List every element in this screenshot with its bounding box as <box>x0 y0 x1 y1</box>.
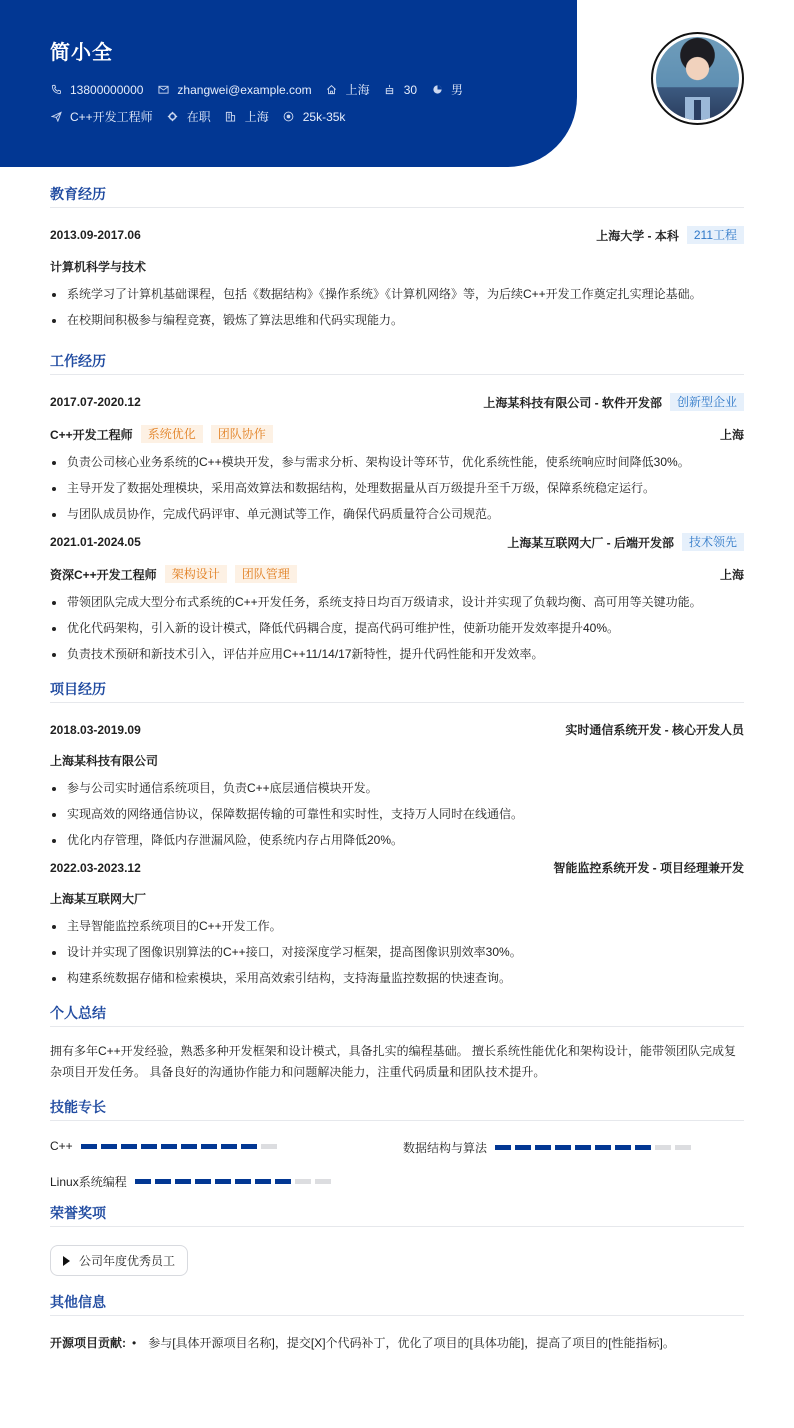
education-date: 2013.09-2017.06 <box>50 228 141 242</box>
send-icon <box>50 111 62 123</box>
awards-section <box>50 1205 744 1294</box>
skill-tag: 架构设计 <box>165 565 227 583</box>
education-section <box>50 186 744 327</box>
skill-label: 数据结构与算法 <box>403 1141 488 1155</box>
list-item: 负责技术预研和新技术引入，评估并应用C++11/14/17新特性，提升代码性能和开发效率。 <box>50 647 744 661</box>
job-row <box>50 108 359 125</box>
salary-info: 25k-35k <box>283 110 346 124</box>
avatar-tie <box>694 100 701 120</box>
project-company: 上海某科技有限公司 <box>50 754 159 768</box>
other-text: 参与[具体开源项目名称]，提交[X]个代码补丁，优化了项目的[具体功能]，提高了项目的[性能指标]。 <box>148 1336 675 1350</box>
building-icon <box>225 111 237 123</box>
skill-segment <box>535 1145 551 1150</box>
skill-segment <box>181 1144 197 1149</box>
summary-text: 拥有多年C++开发经验，熟悉多种开发框架和设计模式，具备扎实的编程基础。 擅长系统性能优化和架构设计，能带领团队完成复杂项目开发任务。 具备良好的沟通协作能力和问题解决能力，注重代码质量和团队技术提升。 <box>50 1044 737 1079</box>
skill-segment <box>275 1179 291 1184</box>
skill-segment <box>221 1144 237 1149</box>
school-tag: 211工程 <box>687 226 744 244</box>
section-title-work: 工作经历 <box>50 353 744 375</box>
skill-segment <box>201 1144 217 1149</box>
bullet: • <box>132 1335 137 1350</box>
location-info: 上海 <box>326 81 370 98</box>
project-name-role: 智能监控系统开发 - 项目经理兼开发 <box>553 861 744 875</box>
work-entry <box>50 533 744 661</box>
skill-segment <box>595 1145 611 1150</box>
company-tag: 技术领先 <box>682 533 744 551</box>
skill-segment <box>241 1144 257 1149</box>
section-title-other: 其他信息 <box>50 1294 744 1316</box>
skill-item <box>50 1139 281 1153</box>
skill-segment <box>575 1145 591 1150</box>
skill-segment <box>315 1179 331 1184</box>
skill-segment <box>635 1145 651 1150</box>
work-bullets <box>50 595 744 661</box>
skill-tag: 团队管理 <box>235 565 297 583</box>
job-role: 资深C++开发工程师 <box>50 567 157 582</box>
age-info: 30 <box>384 83 417 97</box>
home-icon <box>326 84 338 96</box>
expand-triangle-icon[interactable] <box>63 1256 70 1266</box>
job-status-info: 在职 <box>167 108 211 125</box>
skill-level-bar <box>135 1179 335 1184</box>
email-info: zhangwei@example.com <box>157 83 311 97</box>
section-title-projects: 项目经历 <box>50 681 744 703</box>
skill-tag: 系统优化 <box>141 425 203 443</box>
skill-segment <box>675 1145 691 1150</box>
company-tag: 创新型企业 <box>670 393 744 411</box>
status-icon <box>167 111 179 123</box>
project-bullets <box>50 919 744 985</box>
work-date: 2021.01-2024.05 <box>50 535 141 549</box>
project-date: 2018.03-2019.09 <box>50 722 141 737</box>
profile-header <box>0 0 577 167</box>
section-title-education: 教育经历 <box>50 186 744 208</box>
list-item: 优化内存管理，降低内存泄漏风险，使系统内存占用降低20%。 <box>50 833 744 847</box>
company-department: 上海某科技有限公司 - 软件开发部 <box>483 395 662 410</box>
section-title-skills: 技能专长 <box>50 1099 744 1121</box>
contact-row <box>50 81 477 98</box>
skill-segment <box>195 1179 211 1184</box>
target-position-info: C++开发工程师 <box>50 108 153 125</box>
project-name-role: 实时通信系统开发 - 核心开发人员 <box>565 723 744 737</box>
skill-level-bar <box>495 1145 695 1150</box>
list-item: 参与公司实时通信系统项目，负责C++底层通信模块开发。 <box>50 781 744 795</box>
skills-section <box>50 1099 744 1205</box>
salary-icon <box>283 111 295 123</box>
skill-segment <box>215 1179 231 1184</box>
skill-segment <box>175 1179 191 1184</box>
skill-segment <box>555 1145 571 1150</box>
list-item: 设计并实现了图像识别算法的C++接口，对接深度学习框架，提高图像识别效率30%。 <box>50 945 744 959</box>
other-section <box>50 1294 744 1351</box>
skill-segment <box>615 1145 631 1150</box>
candidate-name: 简小全 <box>50 42 113 64</box>
job-location: 上海 <box>719 427 744 442</box>
work-date: 2017.07-2020.12 <box>50 395 141 409</box>
projects-section <box>50 681 744 985</box>
skill-item <box>403 1139 695 1156</box>
list-item: 主导智能监控系统项目的C++开发工作。 <box>50 919 744 933</box>
gender-icon <box>431 84 443 96</box>
company-department: 上海某互联网大厂 - 后端开发部 <box>507 535 674 550</box>
list-item: 与团队成员协作，完成代码评审、单元测试等工作，确保代码质量符合公司规范。 <box>50 507 744 521</box>
skill-segment <box>235 1179 251 1184</box>
project-company: 上海某互联网大厂 <box>50 892 147 906</box>
work-city-info: 上海 <box>225 108 269 125</box>
skill-segment <box>295 1179 311 1184</box>
skill-segment <box>261 1144 277 1149</box>
project-bullets <box>50 781 744 847</box>
summary-section <box>50 1005 744 1083</box>
list-item: 主导开发了数据处理模块，采用高效算法和数据结构，处理数据量从百万级提升至千万级，保障系统稳定运行。 <box>50 481 744 495</box>
section-title-summary: 个人总结 <box>50 1005 744 1027</box>
list-item: 在校期间积极参与编程竞赛，锻炼了算法思维和代码实现能力。 <box>50 313 744 327</box>
school-name: 上海大学 - 本科 <box>596 228 679 243</box>
education-bullets <box>50 287 744 327</box>
skill-segment <box>121 1144 137 1149</box>
project-entry <box>50 721 744 847</box>
skills-grid <box>50 1139 744 1205</box>
skill-segment <box>161 1144 177 1149</box>
award-label: 公司年度优秀员工 <box>79 1254 176 1268</box>
major: 计算机科学与技术 <box>50 260 147 274</box>
open-source-contribution <box>50 1334 744 1351</box>
list-item: 负责公司核心业务系统的C++模块开发，参与需求分析、架构设计等环节，优化系统性能，使系统响应时间降低30%。 <box>50 455 744 469</box>
skill-segment <box>515 1145 531 1150</box>
skill-level-bar <box>81 1144 281 1149</box>
skill-segment <box>141 1144 157 1149</box>
skill-label: Linux系统编程 <box>50 1175 127 1189</box>
gender-info: 男 <box>431 81 463 98</box>
skill-tag: 团队协作 <box>211 425 273 443</box>
education-entry <box>50 226 744 327</box>
avatar-photo <box>656 37 739 120</box>
skill-segment <box>101 1144 117 1149</box>
skill-segment <box>495 1145 511 1150</box>
list-item: 带领团队完成大型分布式系统的C++开发任务，系统支持日均百万级请求，设计并实现了负载均衡、高可用等关键功能。 <box>50 595 744 609</box>
list-item: 构建系统数据存储和检索模块，采用高效索引结构，支持海量监控数据的快速查询。 <box>50 971 744 985</box>
list-item: 系统学习了计算机基础课程，包括《数据结构》《操作系统》《计算机网络》等，为后续C++开发工作奠定扎实理论基础。 <box>50 287 744 301</box>
avatar <box>651 32 744 125</box>
project-entry <box>50 859 744 985</box>
mail-icon <box>157 84 169 96</box>
phone-info: 13800000000 <box>50 83 143 97</box>
other-label: 开源项目贡献: <box>50 1336 126 1350</box>
section-title-awards: 荣誉奖项 <box>50 1205 744 1227</box>
list-item: 优化代码架构，引入新的设计模式，降低代码耦合度，提高代码可维护性，使新功能开发效率提升40%。 <box>50 621 744 635</box>
skill-segment <box>135 1179 151 1184</box>
job-location: 上海 <box>719 567 744 582</box>
skill-segment <box>655 1145 671 1150</box>
work-entry <box>50 393 744 521</box>
list-item: 实现高效的网络通信协议，保障数据传输的可靠性和实时性，支持万人同时在线通信。 <box>50 807 744 821</box>
work-section <box>50 353 744 661</box>
age-icon <box>384 84 396 96</box>
project-date: 2022.03-2023.12 <box>50 860 141 875</box>
skill-item <box>50 1173 335 1190</box>
phone-icon <box>50 84 62 96</box>
work-bullets <box>50 455 744 521</box>
skill-label: C++ <box>50 1139 73 1153</box>
skill-segment <box>255 1179 271 1184</box>
skill-segment <box>81 1144 97 1149</box>
award-item[interactable] <box>50 1245 188 1276</box>
job-role: C++开发工程师 <box>50 427 133 442</box>
resume-body <box>50 186 744 1351</box>
skill-segment <box>155 1179 171 1184</box>
